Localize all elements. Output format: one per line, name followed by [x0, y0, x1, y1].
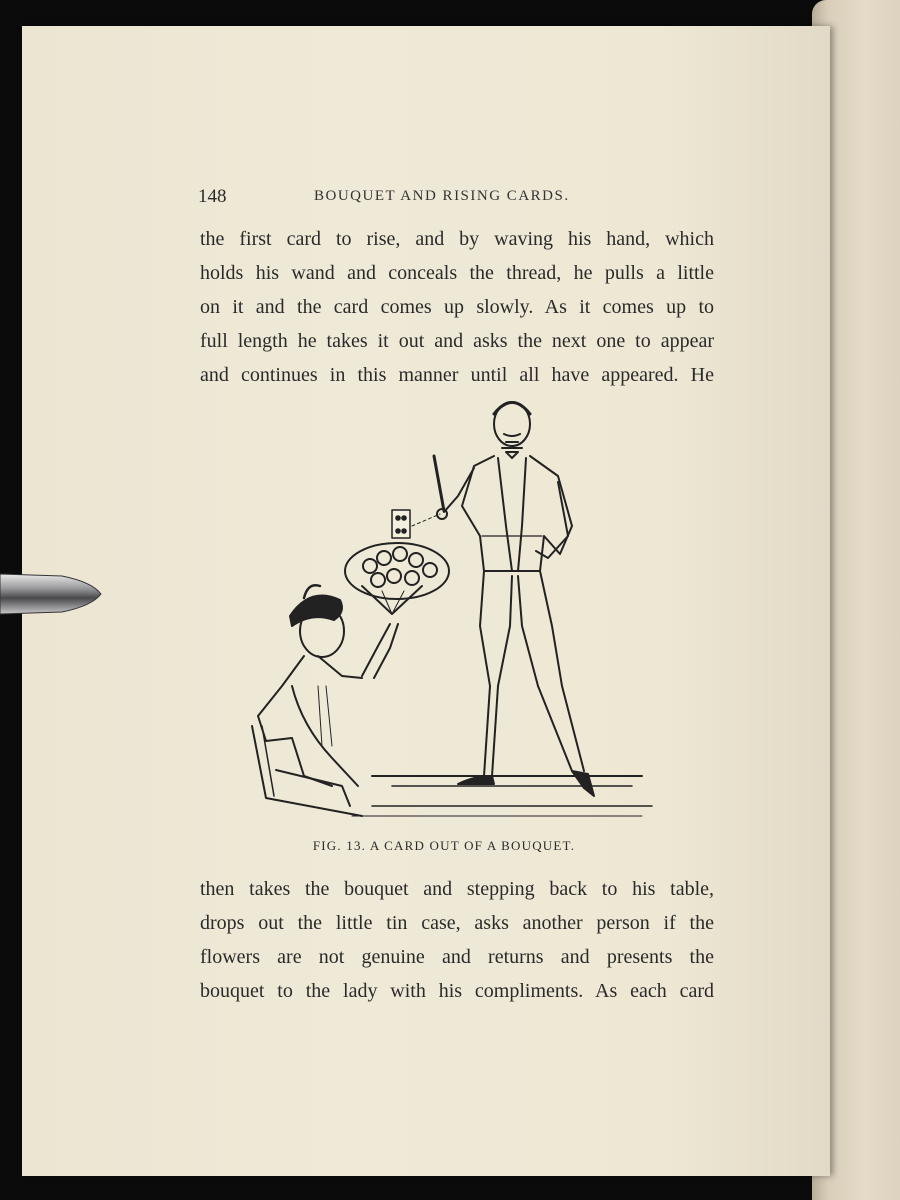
text-line: then takes the bouquet and stepping back to his table,: [200, 878, 714, 900]
page-header: [22, 186, 830, 210]
text-line: drops out the little tin case, asks another person if the: [200, 912, 714, 934]
figure-caption: FIG. 13. A CARD OUT OF A BOUQUET.: [312, 838, 576, 853]
text-line: the first card to rise, and by waving his hand, which: [200, 228, 714, 250]
page-number: 148: [198, 186, 227, 207]
text-line: flowers are not genuine and returns and presents the: [200, 946, 714, 968]
body-text-bottom: [200, 872, 714, 1008]
text-line: on it and the card comes up slowly. As it comes up to: [200, 296, 714, 318]
text-line: full length he takes it out and asks the next one to appear: [200, 330, 714, 352]
running-head: BOUQUET AND RISING CARDS.: [314, 188, 570, 204]
text-line: and continues in this manner until all have appeared. He: [200, 364, 714, 386]
bookmark-pointer: [0, 568, 102, 620]
book-page: [22, 26, 830, 1176]
text-line: bouquet to the lady with his compliments. As each card: [200, 980, 714, 1002]
text-line: holds his wand and conceals the thread, he pulls a little: [200, 262, 714, 284]
illustration: [222, 386, 662, 836]
body-text-top: [200, 222, 714, 392]
